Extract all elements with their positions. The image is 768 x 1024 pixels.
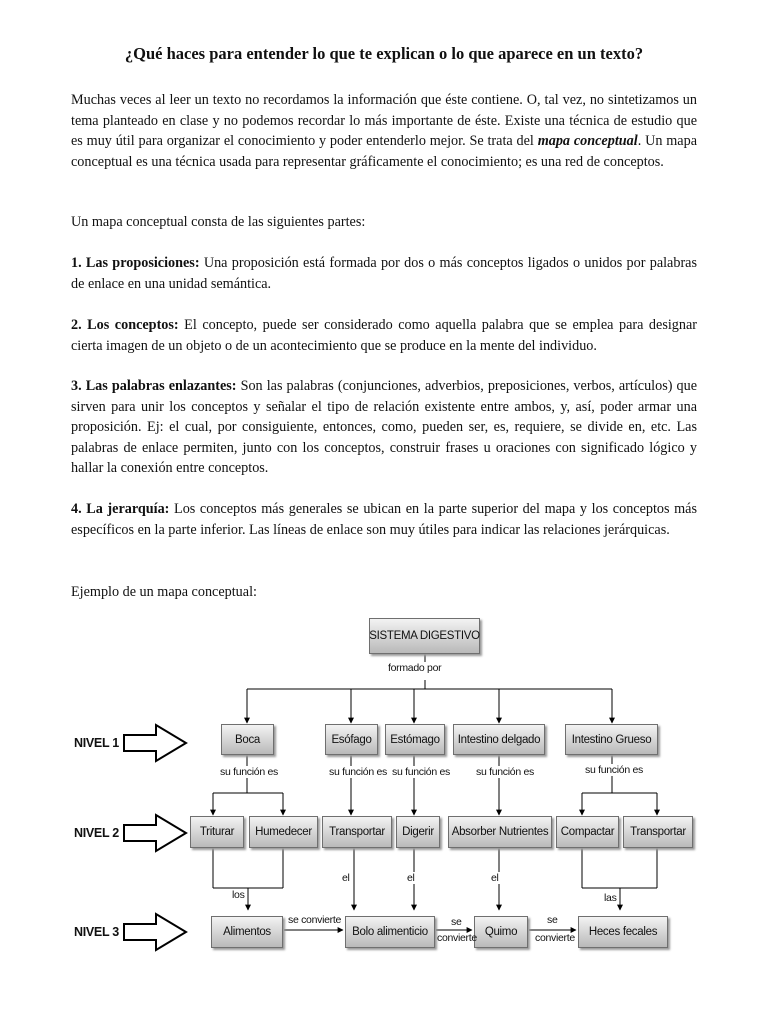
- node-intestino-grueso: Intestino Grueso: [565, 724, 658, 755]
- node-digerir: Digerir: [396, 816, 440, 848]
- root-link-label: formado por: [388, 662, 442, 674]
- level-label: NIVEL 3: [74, 925, 119, 939]
- node-boca: Boca: [221, 724, 274, 755]
- function-link-label: su función es: [585, 764, 643, 776]
- node-transportar: Transportar: [322, 816, 392, 848]
- node-triturar: Triturar: [190, 816, 244, 848]
- link-se: se: [451, 916, 462, 928]
- root-node: SISTEMA DIGESTIVO: [369, 618, 480, 654]
- link-el: el: [407, 872, 415, 884]
- level-arrows: [124, 725, 186, 950]
- node-compactar: Compactar: [556, 816, 619, 848]
- level-label: NIVEL 1: [74, 736, 119, 750]
- concept-map-diagram: [0, 610, 768, 970]
- item-text: Son las palabras (conjunciones, adverbios, preposiciones, verbos, artículos) que sirven para unir los conceptos y señalar el tipo de relación existente entre ambos, y, así, poder armar una proposición. Ej: el cual, por consiguiente, entonces, como, pueden ser, es, requiere, se divide en, etc. Las palabras de enlace permiten, junto con los conceptos, construir frases u oraciones con significado lógico y hallar la conexión entre conceptos.: [71, 378, 697, 476]
- item-label: 1. Las proposiciones:: [71, 255, 200, 271]
- item-label: 4. La jerarquía:: [71, 501, 170, 517]
- item-conceptos: [71, 315, 697, 356]
- item-text: El concepto, puede ser considerado como aquella palabra que se emplea para designar cierta imagen de un objeto o de un acontecimiento que se produce en la mente del individuo.: [71, 317, 697, 354]
- link-el: el: [491, 872, 499, 884]
- level-3-arrow-icon: [124, 914, 186, 950]
- node-humedecer: Humedecer: [249, 816, 318, 848]
- node-estomago: Estómago: [385, 724, 445, 755]
- page-title: ¿Qué haces para entender lo que te explican o lo que aparece en un texto?: [124, 44, 644, 63]
- node-alimentos: Alimentos: [211, 916, 283, 948]
- item-jerarquia: [71, 499, 697, 540]
- level-1-arrow-icon: [124, 725, 186, 761]
- item-proposiciones: [71, 253, 697, 294]
- link-el: el: [342, 872, 350, 884]
- function-link-label: su función es: [476, 766, 534, 778]
- intro-term: mapa conceptual: [537, 133, 638, 149]
- parts-intro: Un mapa conceptual consta de las siguientes partes:: [71, 214, 366, 230]
- link-se: se: [547, 914, 558, 926]
- item-palabras-enlazantes: [71, 376, 697, 479]
- function-link-label: su función es: [220, 766, 278, 778]
- node-esofago: Esófago: [325, 724, 378, 755]
- node-heces-fecales: Heces fecales: [578, 916, 668, 948]
- node-quimo: Quimo: [474, 916, 528, 948]
- node-absorber-nutrientes: Absorber Nutrientes: [448, 816, 552, 848]
- link-convierte: convierte: [535, 932, 575, 944]
- function-link-label: su función es: [392, 766, 450, 778]
- link-se-convierte: se convierte: [288, 914, 342, 926]
- intro-text-1: Muchas veces al leer un texto no recordamos la información que éste contiene. O, tal vez, no sintetizamos un tema planteado en clase y no podemos recordar lo más importante de éste. Existe una técnica de estudio que es muy útil para organizar el conocimiento y poder entenderlo mejor. Se trata del: [71, 92, 697, 149]
- example-label: Ejemplo de un mapa conceptual:: [71, 584, 257, 600]
- link-las: las: [604, 892, 617, 904]
- item-label: 3. Las palabras enlazantes:: [71, 378, 237, 394]
- function-link-label: su función es: [329, 766, 387, 778]
- link-los: los: [232, 889, 245, 901]
- item-text: Una proposición está formada por dos o más conceptos ligados o unidos por palabras de enlace en una unidad semántica.: [71, 255, 697, 292]
- item-text: Los conceptos más generales se ubican en la parte superior del mapa y los conceptos más específicos en la parte inferior. Las líneas de enlace son muy útiles para indicar las relaciones jerárquicas.: [71, 501, 697, 538]
- level-2-arrow-icon: [124, 815, 186, 851]
- level-label: NIVEL 2: [74, 826, 119, 840]
- intro-paragraph: [71, 90, 697, 172]
- intro-text-2: . Un mapa conceptual es una técnica usada para representar gráficamente el conocimiento; es una red de conceptos.: [71, 133, 697, 170]
- node-bolo-alimenticio: Bolo alimenticio: [345, 916, 435, 948]
- node-transportar-2: Transportar: [623, 816, 693, 848]
- item-label: 2. Los conceptos:: [71, 317, 179, 333]
- node-intestino-delgado: Intestino delgado: [453, 724, 545, 755]
- link-convierte: convierte: [437, 932, 477, 944]
